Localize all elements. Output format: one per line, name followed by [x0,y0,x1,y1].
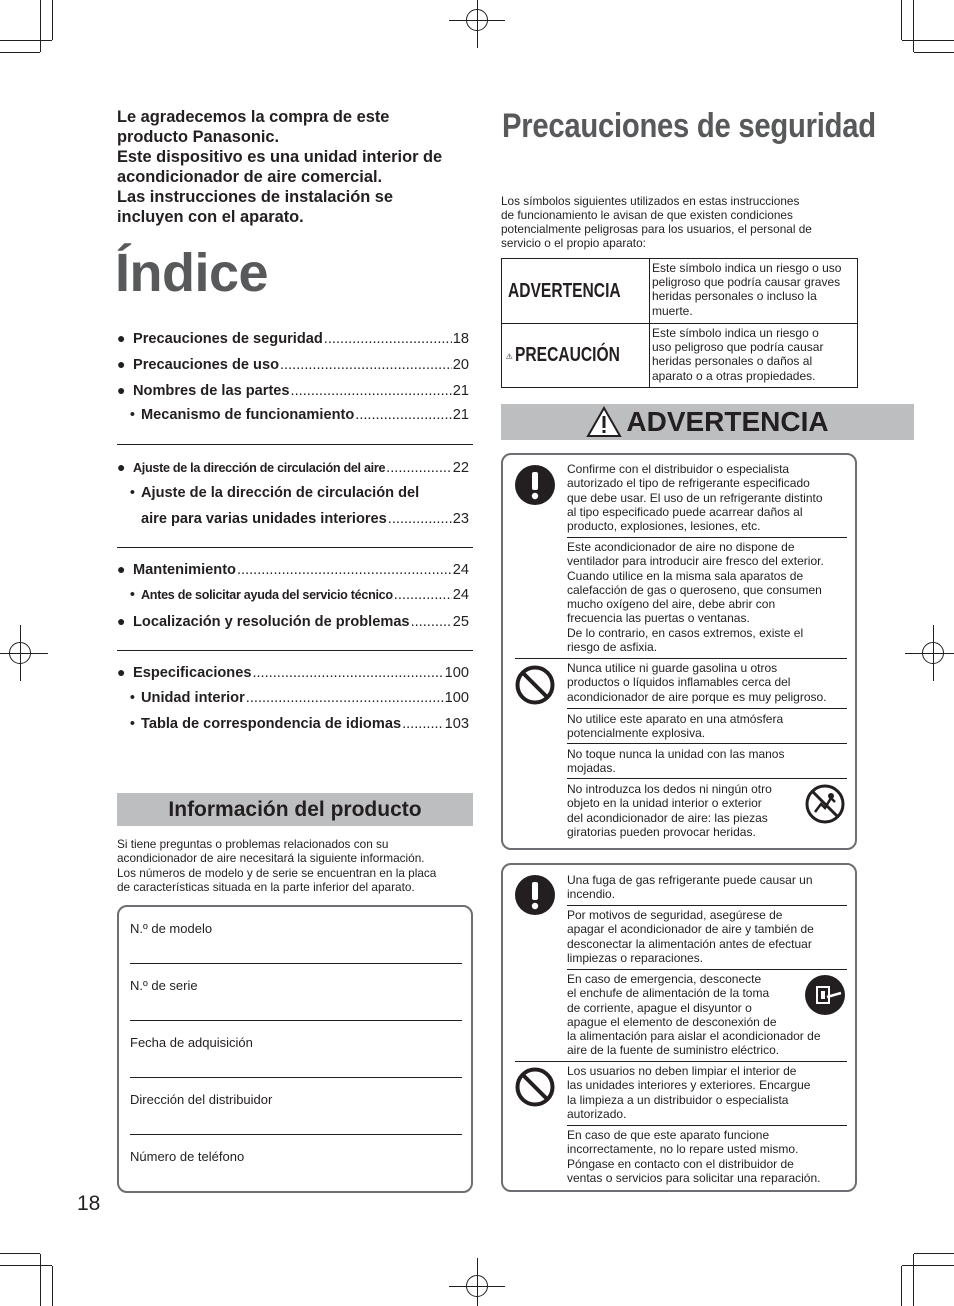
toc-leader [394,587,452,603]
toc-entry[interactable] [117,587,469,613]
text-line: uso peligroso que podría causar [652,340,824,355]
symbols-intro [501,194,846,250]
toc-entry[interactable] [117,330,469,356]
toc-entry[interactable] [117,561,469,587]
warning-box [501,863,857,1192]
divider [117,547,473,548]
group-divider [515,658,847,659]
toc-leader [280,357,452,373]
warning-item [567,661,847,704]
toc-page: 24 [452,562,469,578]
symbol-label: PRECAUCIÓN [514,344,620,366]
text-line: riesgo de asfixia. [567,640,658,655]
crop-mark [902,1265,954,1266]
product-info-form [117,905,473,1193]
toc-label: Localización y resolución de problemas [133,613,410,630]
toc-group [117,561,469,638]
text-line: En caso de emergencia, desconecte [567,972,762,986]
toc-label: aire para varias unidades interiores [141,510,387,527]
text-line: potencialmente explosiva. [567,726,706,741]
warning-triangle-icon [506,341,513,371]
intro-line: Este dispositivo es una unidad interior de [117,148,443,166]
bullet: ● [117,459,126,475]
registration-mark [922,642,944,664]
item-divider [567,905,847,906]
toc-page: 21 [452,382,469,399]
warning-item [567,462,847,533]
text-line: de corriente, apague el disyuntor o [567,1000,752,1015]
bullet: ● [117,561,126,577]
sub-bullet: • [129,586,135,603]
text-line: De lo contrario, en casos extremos, existe el [567,625,804,640]
text-line: limpiezas o reparaciones. [567,950,704,965]
text-line: autorizado. [567,1106,627,1121]
field-line [130,1134,462,1135]
crop-mark [0,40,52,41]
field-line [130,1077,462,1078]
item-divider [567,1125,847,1126]
text-line: mojadas. [567,761,616,776]
registration-mark [466,9,488,31]
crop-mark [914,1253,954,1254]
warning-heading: ADVERTENCIA [626,406,829,437]
toc-label: Nombres de las partes [133,382,290,399]
text-line: potencialmente peligrosas para los usuarios, el personal de [501,222,812,237]
toc-entry[interactable] [117,356,469,382]
text-line: Si tiene preguntas o problemas relacionados con su [117,837,389,851]
prohibition-icon [515,1067,555,1107]
toc-entry[interactable] [117,407,469,433]
toc-entry[interactable] [117,459,469,485]
toc-page: 103 [444,715,469,732]
sub-bullet: • [129,407,135,424]
text-line: No introduzca los dedos ni ningún otro [567,782,772,796]
crop-mark [902,40,954,41]
crop-mark [913,1254,914,1306]
symbol-label-cell [502,259,650,323]
sub-bullet: • [129,715,135,732]
text-line: del acondicionador de aire: las piezas [567,810,768,825]
toc-group [117,664,469,741]
bullet: ● [117,381,126,398]
field-label: N.º de serie [130,978,198,993]
text-line: calefacción de gas o queroseno, que consumen [567,582,822,597]
symbol-label: ADVERTENCIA [508,279,621,302]
text-line: las unidades interiores y exteriores. Encargue [567,1078,811,1093]
text-line: de características situada en la parte inferior del aparato. [117,880,415,895]
toc-entry[interactable] [117,485,469,511]
registration-mark [9,642,31,664]
text-line: Por motivos de seguridad, asegúrese de [567,908,783,922]
text-line: No toque nunca la unidad con las manos [567,747,785,761]
item-divider [567,708,847,709]
text-line: Los usuarios no deben limpiar el interior de [567,1064,797,1078]
crop-mark [52,0,53,40]
toc-page: 25 [452,613,469,630]
text-line: incorrectamente, no lo repare usted mismo. [567,1142,799,1157]
symbol-row-caution [502,323,857,387]
text-line: En caso de que este aparato funcione [567,1128,770,1142]
text-line: producto, explosiones, lesiones, etc. [567,519,761,534]
field-label: N.º de modelo [130,921,213,936]
intro-line: acondicionador de aire comercial. [117,168,383,186]
text-line: frecuencia las puertas o ventanas. [567,611,750,626]
intro-line: incluyen con el aparato. [117,208,304,226]
toc-entry[interactable] [117,664,469,690]
crop-mark [901,1266,902,1306]
toc-page: 100 [444,665,469,681]
toc-leader [252,665,443,681]
crop-mark [901,0,902,40]
toc-entry[interactable] [117,613,469,639]
section-title: Precauciones de seguridad [502,107,876,145]
bullet: ● [117,330,126,346]
warning-item [567,908,847,965]
text-line: el enchufe de alimentación de la toma [567,986,770,1001]
text-line: peligroso que podría causar graves [652,275,841,290]
text-line: Cuando utilice en la misma sala aparatos de [567,568,804,583]
item-divider [567,969,847,970]
toc-group [117,330,469,433]
crop-mark [0,52,40,53]
text-line: heridas personales o daños al [652,354,813,369]
item-divider [567,743,847,744]
page-number: 18 [77,1192,101,1215]
text-line: acondicionador de aire porque es muy peligroso. [567,689,827,704]
text-line: de funcionamiento le avisan de que existen condiciones [501,208,793,223]
text-line: acondicionador de aire necesitará la siguiente información. [117,851,425,866]
toc-leader [411,614,452,630]
text-line: Este símbolo indica un riesgo o uso [652,261,842,275]
text-line: al tipo especificado puede acarrear daños al [567,504,803,519]
intro-line: Le agradecemos la compra de este [117,108,390,126]
group-divider [515,1061,847,1062]
text-line: Confirme con el distribuidor o especialista [567,462,790,476]
text-line: que debe usar. El uso de un refrigerante distinto [567,490,823,505]
prohibition-icon [515,665,555,705]
warning-item [567,873,847,902]
text-line: Los símbolos siguientes utilizados en estas instrucciones [501,194,800,208]
text-line: la limpieza a un distribuidor o especialista [567,1092,789,1107]
sub-bullet: • [129,689,135,706]
text-line: Una fuga de gas refrigerante puede causar un [567,873,813,887]
text-line: apague el elemento de desconexión de [567,1014,777,1029]
product-info-heading: Información del producto [117,793,473,826]
toc-leader [386,460,452,476]
crop-mark [0,1253,40,1254]
crop-mark [0,1265,52,1266]
toc-leader [324,331,452,347]
toc-page: 18 [452,331,469,347]
toc-label: Ajuste de la dirección de circulación del [141,484,420,501]
text-line: autorizado el tipo de refrigerante especificado [567,476,810,491]
field-line [130,1020,462,1021]
text-line: servicio o el propio aparato: [501,236,646,251]
text-line: No utilice este aparato en una atmósfera [567,712,784,726]
crop-mark [914,52,954,53]
toc-label: Mantenimiento [133,562,236,578]
warning-item [567,540,847,654]
text-line: ventas o servicios para solicitar una reparación. [567,1170,821,1185]
text-line: incendio. [567,887,616,902]
product-info-text [117,837,477,895]
no-fingers-icon [805,784,845,824]
bullet: ● [117,664,126,680]
symbol-desc [652,261,858,318]
text-line: heridas personales o incluso la [652,289,817,304]
toc-page: 24 [452,586,469,603]
text-line: aire de la fuente de suministro eléctrico. [567,1043,780,1058]
toc-entry[interactable] [117,511,469,537]
text-line: Los números de modelo y de serie se encuentran en la placa [117,865,437,880]
text-line: ventilador para introducir aire fresco del exterior. [567,554,824,569]
text-line: Póngase en contacto con el distribuidor de [567,1156,794,1171]
text-line: la alimentación para aislar el acondicionador de [567,1029,821,1044]
crop-mark [40,0,41,52]
warning-box [501,453,857,850]
toc-page: 23 [452,510,469,527]
text-line: mucho oxígeno del aire, debe abrir con [567,597,776,612]
divider [117,444,473,445]
symbol-label-cell [502,324,650,387]
sub-bullet: • [129,484,135,501]
toc-page: 21 [452,407,469,424]
toc-label: Mecanismo de funcionamiento [141,407,355,424]
crop-mark [40,1254,41,1306]
text-line: apagar el acondicionador de aire y también de [567,922,814,937]
toc-entry[interactable] [117,382,469,408]
field-line [130,963,462,964]
toc-label: Unidad interior [141,689,245,706]
toc-entry[interactable] [117,690,469,716]
text-line: Este acondicionador de aire no dispone de [567,540,795,554]
text-line: desconectar la alimentación antes de efectuar [567,936,812,951]
field-label: Dirección del distribuidor [130,1092,273,1107]
toc-label: Tabla de correspondencia de idiomas [141,715,402,732]
mandatory-exclamation-icon [515,465,555,505]
text-line: objeto en la unidad interior o exterior [567,796,762,811]
toc-label: Precauciones de seguridad [133,331,323,347]
divider [117,650,473,651]
item-divider [567,778,847,779]
toc-label: Especificaciones [133,665,252,681]
toc-label: Antes de solicitar ayuda del servicio técnico [141,587,393,602]
text-line: Nunca utilice ni guarde gasolina u otros [567,661,778,675]
toc-group [117,459,469,536]
field-label: Número de teléfono [130,1149,245,1164]
toc-leader [388,511,452,527]
toc-leader [237,562,452,578]
text-line: giratorias pueden provocar heridas. [567,824,756,839]
text-line: aparato o a otras propiedades. [652,368,816,383]
unplug-icon [805,975,845,1015]
symbol-row-warning [502,259,857,323]
bullet: ● [117,612,126,629]
crop-mark [913,0,914,52]
toc-entry[interactable] [117,716,469,742]
toc-page: 100 [444,689,469,706]
toc-leader [355,407,452,423]
toc-leader [291,383,452,399]
toc-label: Ajuste de la dirección de circulación del aire [133,461,386,475]
symbol-table [501,258,858,388]
toc-page: 22 [452,460,469,476]
warning-heading-band [501,404,914,440]
index-title: Índice [115,243,269,303]
warning-item [567,1128,847,1185]
field-label: Fecha de adquisición [130,1035,253,1050]
text-line: muerte. [652,303,693,318]
registration-mark [466,1275,488,1297]
toc-leader [402,716,444,732]
intro-text [117,107,477,227]
bullet: ● [117,355,126,372]
mandatory-exclamation-icon [515,875,555,915]
symbol-desc [652,326,858,383]
warning-item [567,747,847,776]
text-line: Este símbolo indica un riesgo o [652,326,819,340]
text-line: productos o líquidos inflamables cerca del [567,675,791,690]
toc-page: 20 [452,356,469,373]
toc-leader [246,690,444,706]
toc-label: Precauciones de uso [133,356,279,373]
intro-line: Las instrucciones de instalación se [117,188,394,206]
crop-mark [52,1266,53,1306]
item-divider [567,537,847,538]
warning-item [567,712,847,741]
intro-line: producto Panasonic. [117,128,280,146]
warning-item [567,1064,847,1121]
warning-triangle-icon [586,406,622,438]
